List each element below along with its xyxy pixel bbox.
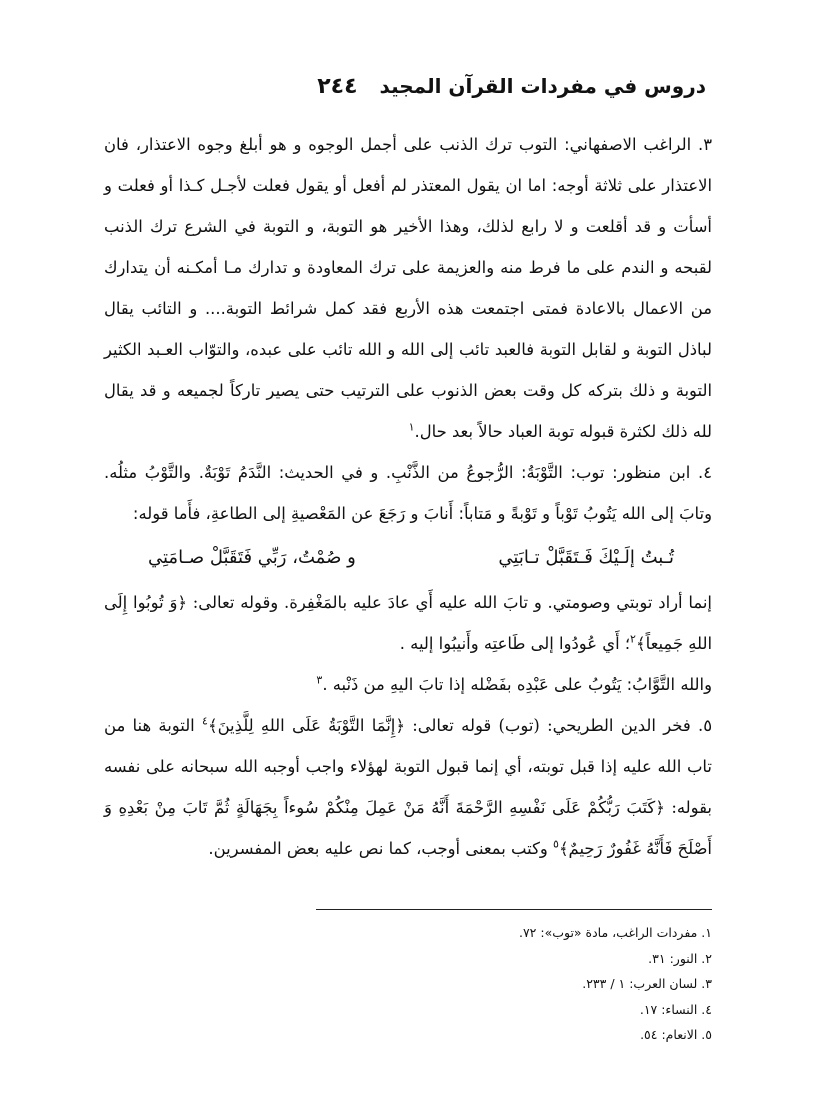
footnote-ref: ٤ (202, 714, 208, 728)
main-text (104, 124, 712, 869)
paragraph-turayhi (104, 705, 712, 869)
paragraph-text: ٣. الراغب الاصفهاني: التوب ترك الذنب على أجمل الوجوه و هو أبلغ وجوه الاعتذار، فان الاعتذار على ثلاثة أوجه: اما ان يقول المعتذر لم أفعل أو يقول فعلت لأجـل كـذا أو فعلت و أسأت و قد أقلعت و لا رابع لذلك، وهذا الأخير هو التوبة، و التوبة في الشرع ترك الذنب لقبحه و الندم على ما فرط منه والعزيمة على ترك المعاودة و تدارك مـا أمكـنه أن يتدارك من الاعمال بالاعادة فمتى اجتمعت هذه الأربع فقد كمل شرائط التوبة.... و التائب يقال لباذل التوبة و لقابل التوبة فالعبد تائب إلى الله و الله تائب على عبده، والتوّاب العـبد الكثير التوبة و ذلك بتركه كل وقت بعض الذنوب على الترتيب حتى يصير تاركاً لجميعه و قد يقال لله ذلك لكثرة قبوله توبة العباد حالاً بعد حال. (104, 135, 712, 441)
footnote-ref: ١ (408, 420, 415, 434)
footnotes (316, 920, 712, 1048)
paragraph-raghib (104, 124, 712, 452)
paragraph-ibn-manzur-cont (104, 582, 712, 664)
footnote-ref: ٥ (553, 837, 559, 851)
footnote-divider (316, 909, 712, 910)
paragraph-text: ٥. فخر الدين الطريحي: (توب) قوله تعالى: ﴿إِنَّمَا التَّوْبَةُ عَلَى اللهِ لِلَّذِينَ﴾ (207, 716, 712, 735)
page-number: ٢٤٤ (317, 73, 358, 99)
footnote: ٣. لسان العرب: ١ / ٢٣٣. (582, 976, 712, 991)
paragraph-text: التوبة هنا من تاب الله عليه إذا قبل توبته، أي إنما قبول التوبة لهؤلاء واجب أوجبه الله سبحانه على نفسه بقوله: ﴿كَتَبَ رَبُّكُمْ عَلَى نَفْسِهِ الرَّحْمَةَ أَنَّهُ مَنْ عَمِلَ مِنْكُمْ سُوءاً بِجَهَالَةٍ ثُمَّ تَابَ مِنْ بَعْدِهِ وَ أَصْلَحَ فَأَنَّهُ غَفُورٌ رَحِيمٌ﴾ (104, 716, 712, 858)
poem-hemistich-right: تُـبتُ إلَـيْكَ فَـتَقَبَّلْ تـابَتِي (498, 547, 674, 568)
paragraph-text: ؛ أَي عُودُوا إلى طَاعتِه وأَنيبُوا إليه . (399, 634, 631, 653)
footnote: ٤. النساء: ١٧. (639, 1001, 712, 1017)
footnote-ref: ٣ (316, 673, 323, 687)
footnote: ٥. الانعام: ٥٤. (640, 1027, 712, 1042)
poem-verse (104, 534, 712, 582)
footnote-ref: ٢ (630, 632, 636, 646)
paragraph-text: وكتب بمعنى أوجب، كما نص عليه بعض المفسرين. (208, 839, 548, 858)
poem-hemistich-left: و صُمْتُ، رَبِّي فَتَقَبَّلْ صـامَتِي (148, 547, 356, 568)
footnote: ٢. النور: ٣١. (648, 950, 712, 966)
paragraph-text: إنما أراد توبتي وصومتي. و تابَ الله عليه أَي عادَ عليه بالمَغْفِرة. وقوله تعالى: ﴿وَ تُوبُوا إِلَى اللهِ جَمِيعاً﴾ (104, 593, 712, 653)
paragraph-text: والله التَّوَّابُ: يَتُوبُ على عَبْدِه بفَضْله إذا تابَ اليهِ من ذَنْبه . (322, 675, 712, 694)
page-header (110, 68, 706, 104)
footnote: ١. مفردات الراغب، مادة «توب»: ٧٢. (518, 925, 712, 940)
paragraph-tawwab (104, 664, 712, 705)
paragraph-ibn-manzur (104, 452, 712, 534)
paragraph-text: ٤. ابن منظور: توب: التَّوْبَةُ: الرُّجوعُ من الذَّنْبِ. و في الحديث: النَّدَمُ تَوْبَةٌ. والتَّوْبُ مثلُه. وتابَ إلى الله يَتُوبُ تَوْباً و تَوْبةً و مَتاباً: أَنابَ و رَجَعَ عن المَعْصيةِ إلى الطاعةِ، فأَما قوله: (104, 463, 712, 523)
running-title: دروس في مفردات القرآن المجيد (379, 74, 706, 98)
